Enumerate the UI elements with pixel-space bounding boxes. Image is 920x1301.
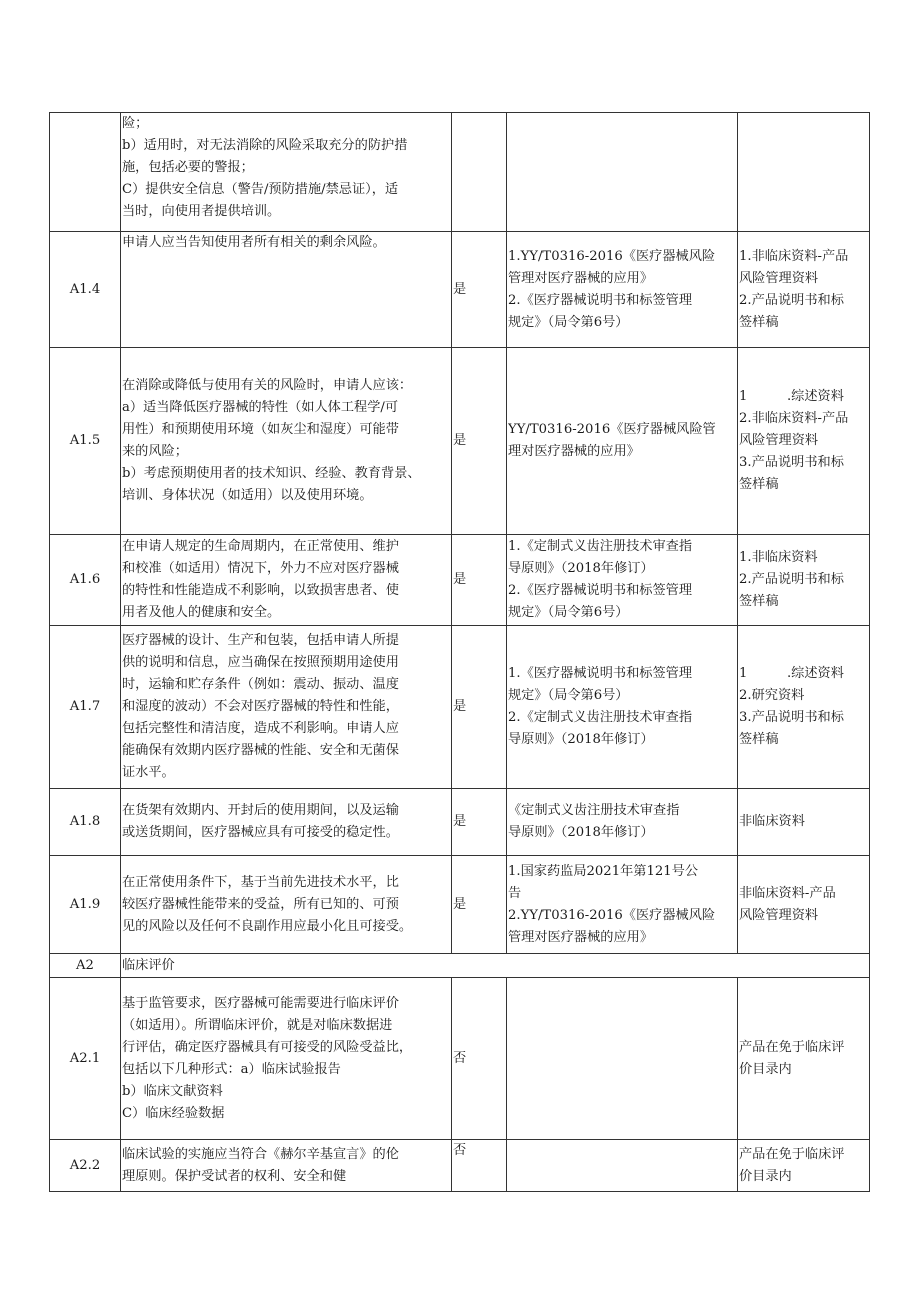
applicable-cell xyxy=(452,626,507,789)
standards-cell-line: 1.国家药监局2021年第121号公 xyxy=(508,863,699,879)
table-row xyxy=(50,978,870,1140)
requirement-cell-line: 用性）和预期使用环境（如灰尘和湿度）可能带 xyxy=(122,422,399,437)
clause-id-cell xyxy=(50,535,121,626)
standards-cell xyxy=(507,535,738,626)
clause-id-cell xyxy=(50,856,121,954)
documents-cell-line: 3.产品说明书和标 xyxy=(739,455,844,470)
applicable-cell-text: 否 xyxy=(453,1143,467,1158)
requirements-table-body xyxy=(50,113,870,1192)
documents-cell xyxy=(738,535,870,626)
requirement-cell xyxy=(121,1140,452,1192)
requirement-cell xyxy=(121,978,452,1140)
documents-cell-line: 价目录内 xyxy=(739,1168,792,1184)
section-title-cell-text: 临床评价 xyxy=(122,957,175,973)
documents-cell-line: 非临床资料-产品 xyxy=(739,885,836,901)
clause-id-cell xyxy=(50,954,121,978)
requirement-cell-line: 见的风险以及任何不良副作用应最小化且可接受。 xyxy=(122,918,413,934)
requirement-cell-line: 证水平。 xyxy=(122,765,175,780)
documents-cell xyxy=(738,789,870,856)
standards-cell xyxy=(507,626,738,789)
requirement-cell xyxy=(121,348,452,535)
standards-cell-line: 2.《定制式义齿注册技术审查指 xyxy=(508,710,693,725)
documents-cell-line: 签样稿 xyxy=(739,732,779,747)
requirement-cell-line: a）适当降低医疗器械的特性（如人体工程学/可 xyxy=(122,400,399,415)
requirement-cell-line: 临床试验的实施应当符合《赫尔辛基宣言》的伦 xyxy=(122,1146,399,1162)
requirement-cell-line: b）适用时，对无法消除的风险采取充分的防护措 xyxy=(122,138,408,153)
applicable-cell xyxy=(452,348,507,535)
clause-id-cell xyxy=(50,232,121,348)
clause-id-cell-text: A1.7 xyxy=(69,699,101,714)
requirement-cell xyxy=(121,232,452,348)
documents-cell-line: 签样稿 xyxy=(739,314,779,330)
applicable-cell-text: 是 xyxy=(453,433,467,448)
clause-id-cell-text: A1.6 xyxy=(69,572,101,587)
documents-cell-line: 2.非临床资料-产品 xyxy=(739,411,849,426)
standards-cell xyxy=(507,789,738,856)
requirement-cell-line: 申请人应当告知使用者所有相关的剩余风险。 xyxy=(122,235,386,250)
applicable-cell-text: 是 xyxy=(453,814,467,829)
requirement-cell-line: （如适用）。所谓临床评价，就是对临床数据进 xyxy=(122,1017,393,1033)
standards-cell-line: 2.《医疗器械说明书和标签管理 xyxy=(508,292,693,308)
clause-id-cell-text: A1.5 xyxy=(69,433,101,448)
documents-cell-line: 1 .综述资料 xyxy=(739,666,844,681)
clause-id-cell-text: A2.2 xyxy=(69,1157,101,1173)
requirement-cell-line: 供的说明和信息，应当确保在按照预期用途使用 xyxy=(122,655,399,670)
table-row xyxy=(50,626,870,789)
applicable-cell xyxy=(452,789,507,856)
requirement-cell xyxy=(121,113,452,232)
requirement-cell xyxy=(121,535,452,626)
table-row xyxy=(50,1140,870,1192)
table-row xyxy=(50,348,870,535)
standards-cell-line: 导原则》（2018年修订） xyxy=(508,561,654,576)
documents-cell-line: 1.非临床资料-产品 xyxy=(739,248,849,264)
requirement-cell-line: 时，运输和贮存条件（例如：震动、振动、温度 xyxy=(122,677,399,692)
standards-cell xyxy=(507,348,738,535)
requirement-cell xyxy=(121,856,452,954)
standards-cell-line: 导原则》（2018年修订） xyxy=(508,825,654,840)
requirement-cell-line: 在货架有效期内、开封后的使用期间，以及运输 xyxy=(122,803,399,818)
requirement-cell-line: 用者及他人的健康和安全。 xyxy=(122,605,281,620)
standards-cell-line: 《定制式义齿注册技术审查指 xyxy=(508,803,680,818)
documents-cell-line: 风险管理资料 xyxy=(739,270,819,286)
requirement-cell-line: 险； xyxy=(122,116,149,131)
clause-id-cell-text: A1.8 xyxy=(69,814,101,829)
requirement-cell-line: 包括完整性和清洁度，造成不利影响。申请人应 xyxy=(122,721,399,736)
standards-cell-line: 1.YY/T0316-2016《医疗器械风险 xyxy=(508,248,716,264)
applicable-cell-text: 是 xyxy=(453,896,467,912)
standards-cell-line: 1.《定制式义齿注册技术审查指 xyxy=(508,539,693,554)
clause-id-cell-text: A2 xyxy=(76,957,94,973)
requirement-cell-line: 基于监管要求，医疗器械可能需要进行临床评价 xyxy=(122,995,399,1011)
documents-cell-line: 产品在免于临床评 xyxy=(739,1039,845,1055)
requirement-cell-line: 和校准（如适用）情况下，外力不应对医疗器械 xyxy=(122,561,399,576)
requirement-cell-line: 理原则。保护受试者的权利、安全和健 xyxy=(122,1168,347,1184)
standards-cell-line: 规定》（局令第6号） xyxy=(508,314,629,330)
requirement-cell-line: C）提供安全信息（警告/预防措施/禁忌证），适 xyxy=(122,182,399,197)
standards-cell-line: YY/T0316-2016《医疗器械风险管 xyxy=(508,422,716,437)
standards-cell-line: 2.YY/T0316-2016《医疗器械风险 xyxy=(508,907,716,923)
clause-id-cell-text: A1.9 xyxy=(69,896,101,912)
applicable-cell xyxy=(452,1140,507,1192)
documents-cell-line: 风险管理资料 xyxy=(739,907,819,923)
clause-id-cell xyxy=(50,1140,121,1192)
documents-cell xyxy=(738,113,870,232)
applicable-cell xyxy=(452,113,507,232)
documents-cell-line: 1.非临床资料 xyxy=(739,550,818,565)
documents-cell xyxy=(738,626,870,789)
standards-cell xyxy=(507,856,738,954)
requirement-cell-line: 行评估，确定医疗器械具有可接受的风险受益比， xyxy=(122,1039,413,1055)
applicable-cell-text: 是 xyxy=(453,572,467,587)
standards-cell-line: 告 xyxy=(508,885,522,901)
standards-cell-line: 2.《医疗器械说明书和标签管理 xyxy=(508,583,693,598)
table-row xyxy=(50,789,870,856)
requirement-cell-line: b）考虑预期使用者的技术知识、经验、教育背景、 xyxy=(122,466,421,481)
documents-cell-line: 1 .综述资料 xyxy=(739,389,844,404)
standards-cell-line: 理对医疗器械的应用》 xyxy=(508,444,640,459)
requirement-cell-line: 培训、身体状况（如适用）以及使用环境。 xyxy=(122,488,373,503)
requirement-cell-line: 在正常使用条件下，基于当前先进技术水平，比 xyxy=(122,874,399,890)
standards-cell-line: 规定》（局令第6号） xyxy=(508,605,629,620)
documents-cell-line: 2.产品说明书和标 xyxy=(739,292,844,308)
standards-cell-line: 规定》（局令第6号） xyxy=(508,688,629,703)
clause-id-cell xyxy=(50,113,121,232)
requirement-cell-line: 当时，向使用者提供培训。 xyxy=(122,204,281,219)
documents-cell xyxy=(738,1140,870,1192)
standards-cell-line: 管理对医疗器械的应用》 xyxy=(508,929,654,945)
applicable-cell-text: 否 xyxy=(453,1050,467,1066)
standards-cell-line: 管理对医疗器械的应用》 xyxy=(508,270,654,286)
requirement-cell xyxy=(121,789,452,856)
clause-id-cell xyxy=(50,348,121,535)
table-row xyxy=(50,232,870,348)
table-row xyxy=(50,954,870,978)
standards-cell xyxy=(507,978,738,1140)
clause-id-cell xyxy=(50,626,121,789)
applicable-cell xyxy=(452,232,507,348)
applicable-cell-text: 是 xyxy=(453,699,467,714)
requirement-cell-line: 来的风险； xyxy=(122,444,188,459)
requirement-cell-line: 较医疗器械性能带来的受益，所有已知的、可预 xyxy=(122,896,399,912)
standards-cell-line: 1.《医疗器械说明书和标签管理 xyxy=(508,666,693,681)
requirement-cell-line: C）临床经验数据 xyxy=(122,1105,225,1121)
table-row xyxy=(50,856,870,954)
documents-cell-line: 风险管理资料 xyxy=(739,433,819,448)
clause-id-cell xyxy=(50,789,121,856)
clause-id-cell-text: A2.1 xyxy=(69,1050,101,1066)
requirement-cell-line: 的特性和性能造成不利影响，以致损害患者、使 xyxy=(122,583,399,598)
requirement-cell-line: b）临床文献资料 xyxy=(122,1083,223,1099)
requirement-cell-line: 医疗器械的设计、生产和包装，包括申请人所提 xyxy=(122,633,399,648)
standards-cell xyxy=(507,113,738,232)
table-row xyxy=(50,535,870,626)
documents-cell xyxy=(738,856,870,954)
documents-cell xyxy=(738,978,870,1140)
documents-cell-line: 非临床资料 xyxy=(739,814,805,829)
requirements-table xyxy=(49,112,870,1192)
clause-id-cell xyxy=(50,978,121,1140)
documents-cell xyxy=(738,232,870,348)
table-row xyxy=(50,113,870,232)
applicable-cell xyxy=(452,856,507,954)
documents-cell xyxy=(738,348,870,535)
applicable-cell xyxy=(452,978,507,1140)
documents-cell-line: 3.产品说明书和标 xyxy=(739,710,844,725)
applicable-cell xyxy=(452,535,507,626)
documents-cell-line: 价目录内 xyxy=(739,1061,792,1077)
requirement-cell-line: 在申请人规定的生命周期内，在正常使用、维护 xyxy=(122,539,399,554)
requirement-cell-line: 施，包括必要的警报； xyxy=(122,160,254,175)
standards-cell xyxy=(507,232,738,348)
requirement-cell-line: 或送货期间，医疗器械应具有可接受的稳定性。 xyxy=(122,825,399,840)
documents-cell-line: 2.产品说明书和标 xyxy=(739,572,844,587)
requirement-cell-line: 包括以下几种形式：a）临床试验报告 xyxy=(122,1061,341,1077)
standards-cell xyxy=(507,1140,738,1192)
requirement-cell-line: 和湿度的波动）不会对医疗器械的特性和性能， xyxy=(122,699,399,714)
requirement-cell xyxy=(121,626,452,789)
clause-id-cell-text: A1.4 xyxy=(69,281,101,297)
applicable-cell-text: 是 xyxy=(453,281,467,297)
documents-cell-line: 签样稿 xyxy=(739,594,779,609)
documents-cell-line: 2.研究资料 xyxy=(739,688,805,703)
documents-cell-line: 产品在免于临床评 xyxy=(739,1146,845,1162)
documents-cell-line: 签样稿 xyxy=(739,477,779,492)
requirement-cell-line: 能确保有效期内医疗器械的性能、安全和无菌保 xyxy=(122,743,399,758)
standards-cell-line: 导原则》（2018年修订） xyxy=(508,732,654,747)
requirement-cell-line: 在消除或降低与使用有关的风险时，申请人应该： xyxy=(122,378,413,393)
section-title-cell xyxy=(121,954,870,978)
